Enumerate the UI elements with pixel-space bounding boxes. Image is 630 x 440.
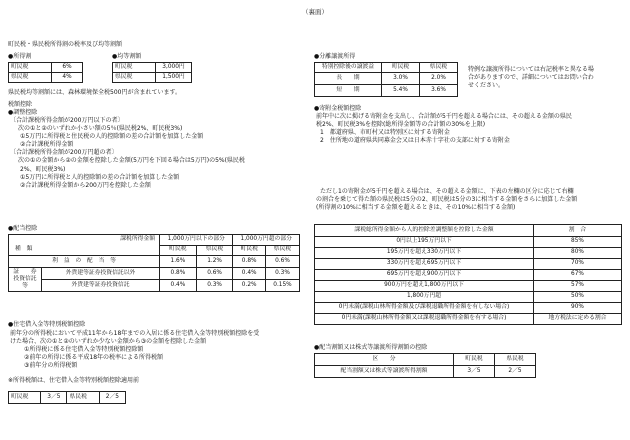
text-line: (所得割の10%に相当する金額を超えるときは、その10%に相当する金額) (316, 204, 516, 212)
rate-value: 3／5 (41, 392, 67, 404)
main-title: 町民税・県民税所得割の税率及び均等割額 (8, 41, 123, 48)
cell-value: 0.3% (196, 280, 233, 292)
row-label: 330万円を超え695万円以下 (315, 259, 534, 270)
cell-value: 1.6% (160, 256, 197, 268)
text-line: の割合を乗じて得た額の県民税は5分の2、町民税は5分の3に相当する金額をさらに加算した金額 (316, 196, 578, 204)
table-row (9, 256, 300, 268)
cell-value: 0.4% (233, 268, 266, 280)
table-row (315, 63, 458, 73)
cell-value: 85% (534, 237, 622, 248)
col-header: 県民税 (420, 63, 458, 73)
table-row (113, 73, 192, 83)
table-row (113, 63, 192, 73)
rate-value: 2／5 (99, 392, 125, 404)
cell-value: 3／5 (454, 366, 495, 378)
income-rate-heading: ●所得割 (8, 53, 32, 60)
text-line: 次の①の金額から②の金額を控除した金額(5万円を下回る場合は5万円)の5%(県民税 (18, 157, 245, 165)
table-row (9, 280, 300, 292)
row-label: 0円未満(課税山林所得金額又は課税退職所得金額を有する場合) (315, 314, 534, 325)
cell-value: 0.6% (196, 268, 233, 280)
table-row (315, 314, 622, 325)
income-rate-table (8, 62, 83, 83)
donation-credit-heading: ●寄附金税額控除 (314, 105, 362, 112)
col-pref: 県民税 (196, 245, 233, 256)
row-label: 1,800万円超 (315, 292, 534, 303)
donation-rate-table (314, 224, 622, 325)
row-label: 195万円を超え330万円以下 (315, 248, 534, 259)
col-header: 県民税 (495, 354, 536, 366)
cell-value: 3.6% (420, 85, 458, 97)
rate-name: 町民税 (9, 392, 41, 404)
cell-value: 0.4% (160, 280, 197, 292)
col-header: 課税総所得金額から人的控除差調整額を控除した金額 (315, 225, 534, 237)
flat-value: 1,500円 (156, 73, 192, 83)
text-line: 〔合計課税所得金額が200万円超の者〕 (10, 149, 118, 157)
flat-name: 県民税 (113, 73, 156, 83)
col-group-2: 1,000万円超の部分 (233, 235, 300, 246)
housing-loan-heading: ●住宅借入金等特別税額控除 (8, 321, 86, 328)
table-row (315, 259, 622, 270)
row-label: 0円以上195万円以下 (315, 237, 534, 248)
adjustment-credit-heading: ●調整控除 (8, 109, 38, 116)
cell-value: 57% (534, 281, 622, 292)
flat-rate-heading: ●均等割額 (112, 53, 142, 60)
text-line: ②合計課税所得金額 (20, 141, 74, 149)
separate-capital-gains-table (314, 62, 458, 97)
table-row (315, 366, 536, 378)
row-label: 外貨建等証券投資信託以外 (42, 268, 160, 280)
housing-loan-text (10, 330, 259, 370)
table-row (315, 354, 536, 366)
text-line: 税2%、町民税3%を控除(総所得金額等の合計額の30%を上限) (316, 121, 486, 129)
donation-credit-text (316, 113, 572, 145)
cell-value: 0.2% (233, 280, 266, 292)
housing-loan-note: ※所得税額は、住宅借入金等特別税額控除適用前 (8, 377, 140, 384)
row-label: 短 期 (315, 85, 382, 97)
table-row (9, 268, 300, 280)
separate-capital-gains-heading: ●分離譲渡所得 (314, 53, 356, 60)
text-line: ①5万円に所得税と住民税の人的控除額の差の合計額を加算した金額 (20, 133, 204, 141)
flat-name: 町民税 (113, 63, 156, 73)
row-label: 外貨建等証券投資信託 (42, 280, 160, 292)
table-row (315, 85, 458, 97)
rate-name: 町民税 (9, 63, 52, 73)
col-town: 町民税 (233, 245, 266, 256)
rate-name: 県民税 (9, 73, 52, 83)
table-row (315, 303, 622, 314)
rate-value: 6% (52, 63, 83, 73)
page-header: （裏面） (302, 8, 328, 16)
tax-credit-heading: 税額控除 (8, 101, 33, 108)
rate-name: 県民税 (67, 392, 99, 404)
cell-value: 50% (534, 292, 622, 303)
text-line: 1 都道府県、市町村又は特別区に対する寄附金 (320, 129, 450, 137)
row-label: 900万円を超え1,800万円以下 (315, 281, 534, 292)
table-row (315, 292, 622, 303)
col-header: 特別控除後の譲渡益 (315, 63, 382, 73)
cell-value: 67% (534, 270, 622, 281)
table-row (315, 281, 622, 292)
housing-loan-rate-table (8, 391, 126, 404)
table-row (315, 73, 458, 85)
table-row (315, 270, 622, 281)
cell-value: 地方税法に定める割合 (534, 314, 622, 325)
text-line: ②前年の所得に係る平成18年の税率による所得税額 (24, 354, 164, 362)
cell-value: 70% (534, 259, 622, 270)
cell-value: 2／5 (495, 366, 536, 378)
text-line: 2%、町民税3%) (20, 165, 66, 173)
text-line: 特例な譲渡所得については右記税率と異なる場 (468, 66, 594, 73)
text-line: 〔合計課税所得金額が200万円以下の者〕 (10, 117, 124, 124)
table-row (9, 63, 83, 73)
text-line: 前年分の所得税において平成11年から18年までの入居に係る住宅借入金等特別税額控除を受 (10, 330, 260, 337)
cell-value: 2.0% (420, 73, 458, 85)
table-row (315, 248, 622, 259)
cell-value: 0.15% (265, 280, 299, 292)
corner-bottom-label: 種 類 (15, 246, 33, 253)
cell-value: 90% (534, 303, 622, 314)
cell-value: 0.6% (265, 256, 299, 268)
table-corner (9, 235, 160, 256)
rate-value: 4% (52, 73, 83, 83)
text-line: ①所得税に係る住宅借入金等特別税額控除額 (24, 346, 144, 354)
row-label: 0円未満(課税山林所得金額及び課税退職所得金額を有しない場合) (315, 303, 534, 314)
table-row (9, 73, 83, 83)
cell-value: 0.3% (265, 268, 299, 280)
col-town: 町民税 (160, 245, 197, 256)
col-group-1: 1,000万円以下の部分 (160, 235, 233, 246)
col-header: 区 分 (315, 354, 454, 366)
text-line: ただし1の寄附金が5千円を超える場合は、その超える金額に、下表の左欄の区分に応じて右欄 (320, 188, 574, 195)
flat-rate-note: 県民税均等割額には、森林環境保全税500円が含まれています。 (8, 89, 181, 96)
text-line: 合がありますので、詳細についてはお問い合わ (468, 74, 594, 82)
text-line: ①5万円に所得税と人的控除額の差の合計額を加算した金額 (20, 173, 180, 181)
text-line: ③前年分の所得税額 (24, 362, 78, 370)
flat-rate-table (112, 62, 192, 83)
text-line: 前年中に次に掲げる寄附金を支出し、合計額が5千円を超える場合には、その超える金額の県民 (316, 113, 572, 120)
table-row (9, 235, 300, 246)
col-header: 町民税 (382, 63, 420, 73)
dividend-credit-table (8, 234, 300, 292)
stock-credit-table (314, 353, 536, 378)
cell-value: 1.2% (196, 256, 233, 268)
table-row (315, 225, 622, 237)
separate-capital-gains-note (468, 66, 594, 90)
cell-value: 5.4% (382, 85, 420, 97)
table-row (9, 392, 126, 404)
text-line: ②合計課税所得金額から200万円を控除した金額 (20, 181, 151, 189)
row-label: 695万円を超え900万円以下 (315, 270, 534, 281)
row-label: 長 期 (315, 73, 382, 85)
cell-value: 0.8% (233, 256, 266, 268)
adjustment-credit-text (10, 117, 245, 190)
row-label: 利 益 の 配 当 等 (9, 256, 160, 268)
table-row (315, 237, 622, 248)
text-line: けた場合、次の①と②のいずれか少ない金額から③の金額を控除した金額 (10, 338, 207, 346)
cell-value: 0.8% (160, 268, 197, 280)
text-line: せください。 (468, 82, 505, 90)
flat-value: 3,000円 (156, 63, 192, 73)
row-label: 配当割額又は株式等譲渡所得割額 (315, 366, 454, 378)
corner-top-label: 課税所得金額 (120, 236, 156, 242)
cell-value: 3.0% (382, 73, 420, 85)
text-line: 2 住所地の道府県共同募金会又は日本赤十字社の支部に対する寄附金 (320, 137, 510, 145)
col-header: 町民税 (454, 354, 495, 366)
dividend-credit-heading: ●配当控除 (8, 225, 38, 232)
donation-extra-text (316, 188, 577, 212)
cell-value: 80% (534, 248, 622, 259)
text-line: 次の①と②のいずれか小さい額の5％(県民税2%、町民税3%) (18, 125, 183, 133)
group-label: 証 券 投資信託等 (9, 268, 42, 292)
col-header: 割 合 (534, 225, 622, 237)
stock-credit-heading: ●配当割額又は株式等譲渡所得割額の控除 (314, 344, 428, 351)
col-pref: 県民税 (265, 245, 299, 256)
